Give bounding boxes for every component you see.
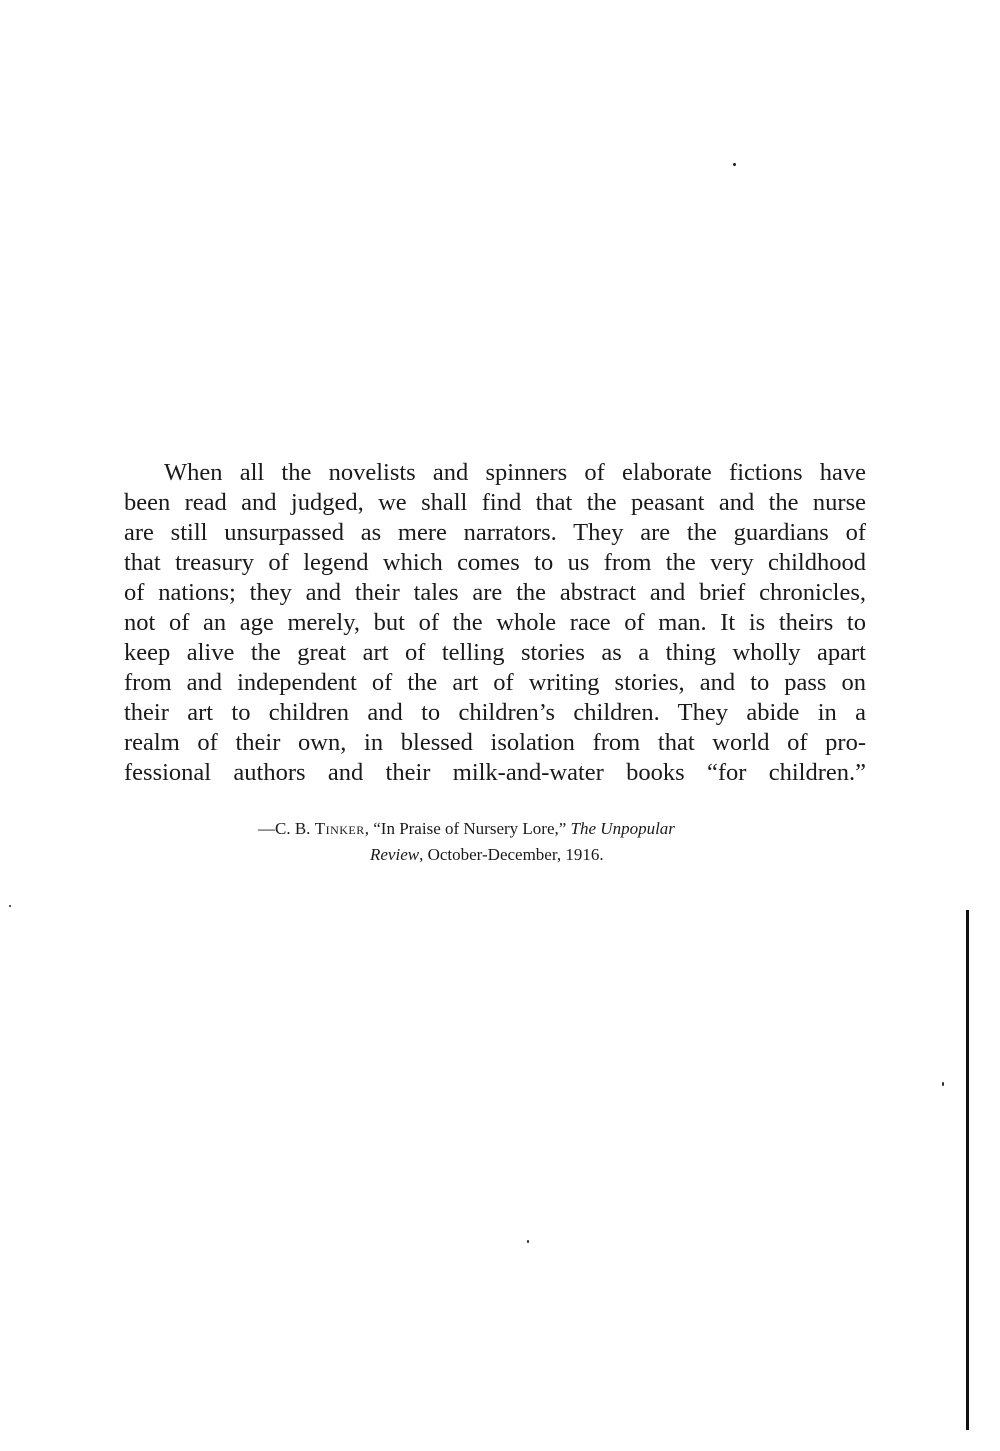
attribution-date: , October-December, 1916. <box>419 845 604 864</box>
attribution-author-surname: Tinker <box>314 819 365 838</box>
quote-line: are still unsurpassed as mere narrators. They are the guardians of <box>124 519 866 546</box>
attribution-line <box>258 842 878 868</box>
quote-line: of nations; they and their tales are the abstract and brief chronicles, <box>124 579 866 606</box>
attribution-essay-title: , “In Praise of Nursery Lore,” <box>364 819 571 838</box>
attribution-author-initials: —C. B. <box>258 819 315 838</box>
scan-speck <box>942 1082 944 1086</box>
quote-line: realm of their own, in blessed isolation from that world of pro- <box>124 729 866 756</box>
quote-line: keep alive the great art of telling stories as a thing wholly apart <box>124 639 866 666</box>
quote-line: that treasury of legend which comes to us from the very childhood <box>124 549 866 576</box>
scan-speck <box>527 1240 529 1243</box>
quote-line: been read and judged, we shall find that the peasant and the nurse <box>124 489 866 516</box>
scan-edge-line <box>966 910 969 1430</box>
quote-line: from and independent of the art of writing stories, and to pass on <box>124 669 866 696</box>
attribution-journal-title-cont: Review <box>370 845 420 864</box>
epigraph-attribution <box>258 816 878 868</box>
attribution-journal-title: The Unpopular <box>570 819 675 838</box>
epigraph-quote <box>124 458 866 788</box>
quote-line: fessional authors and their milk-and-water books “for children.” <box>124 759 866 786</box>
quote-line: When all the novelists and spinners of elaborate fictions have <box>164 459 866 486</box>
scan-speck <box>9 905 11 907</box>
quote-line: their art to children and to children’s children. They abide in a <box>124 699 866 726</box>
attribution-line <box>258 816 878 842</box>
scan-speck <box>733 163 736 166</box>
quote-line: not of an age merely, but of the whole race of man. It is theirs to <box>124 609 866 636</box>
